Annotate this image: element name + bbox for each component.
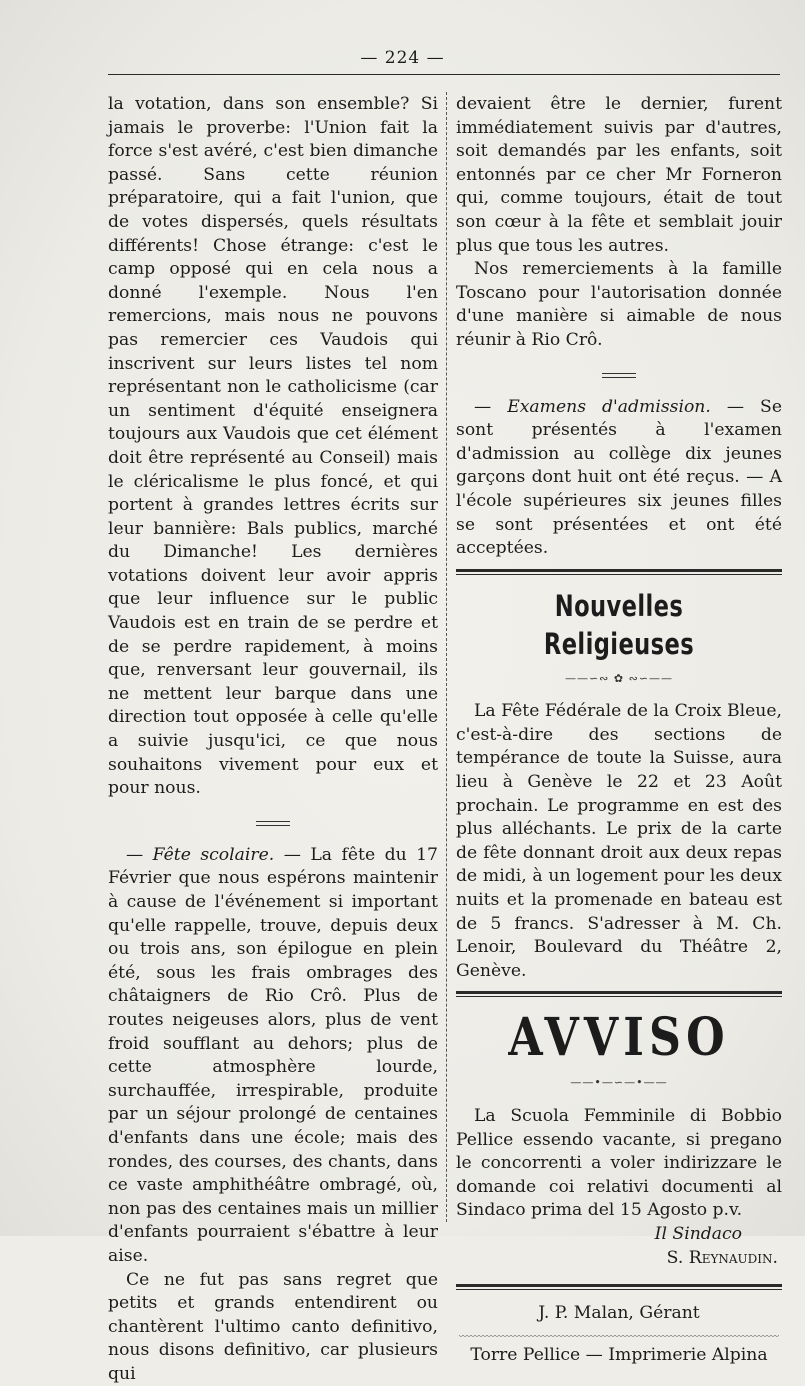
fete-scolaire-text: La fête du 17 Février que nous espérons maintenir à cause de l'événement si important qu'elle rappelle, trouve, depuis deux ou trois ans, son épilogue en plein été, sous les frais ombrages des châtaigners de Rio Crô. Plus de routes neigeuses alors, plus de vent froid soufflant au dehors; plus de cette atmosphère lourde, surchauffée, irrespirable, produite par un séjour prolongé de centaines d'enfants dans une école; mais des rondes, des courses, des chants, dans ce vaste amphithéâtre ombragé, où, non pas des centaines mais un millier d'enfants pourraient s'ébattre à leur aise. (108, 845, 438, 1266)
examens-text: Se sont présentés à l'examen d'admission au collège dix jeunes garçons dont huit ont été reçus. — A l'école supérieures six jeunes filles se sont présentées et ont été acceptées. (456, 397, 782, 559)
imprimerie-line: Torre Pellice — Imprimerie Alpina (456, 1344, 782, 1368)
heavy-rule (456, 569, 782, 575)
page-number: — 224 — (0, 48, 805, 68)
article-fete-scolaire (108, 844, 438, 1269)
heading-nouvelles-religieuses: Nouvelles Religieuses (492, 587, 746, 663)
article-examens (456, 396, 782, 561)
croix-bleue-paragraph: La Fête Fédérale de la Croix Bleue, c'est-à-dire des sections de tempérance de toute la Suisse, aura lieu à Genève le 22 et 23 Août prochain. Le programme en est des plus alléchants. Le prix de la carte de fête donnant droit aux deux repas de midi, à un logement pour les deux nuits et la promenade en bateau est de 5 francs. S'adresser à M. Ch. Lenoir, Boulevard du Théâtre 2, Genève. (456, 700, 782, 983)
votation-paragraph: la votation, dans son ensemble? Si jamais le proverbe: l'Union fait la force s'est avéré, c'est bien dimanche passé. Sans cette réunion préparatoire, qui a fait l'union, que de votes dispersés, quels résultats différents! Chose étrange: c'est le camp opposé qui en cela nous a donné l'exemple. Nous l'en remercions, mais nous ne pouvons pas remercier ces Vaudois qui inscrivent sur leurs listes tel nom représentant non le catholicisme (car un sentiment d'équité enseignera toujours aux Vaudois que cet élément doit être représenté au Conseil) mais le cléricalisme le plus foncé, et qui portent à grandes lettres écrits sur leur bannière: Bals publics, marché du Dimanche! Les dernières votations doivent leur avoir appris que leur influence sur le public Vaudois est en train de se perdre et de se perdre rapidement, à moins que, renversant leur gouvernail, ils ne mettent leur barque dans une direction tout opposée à celle qu'elle a suivie jusqu'ici, ce que nous souhaitons vivement pour eux et pour nous. (108, 94, 438, 798)
sindaco-label: Il Sindaco (655, 1224, 742, 1244)
fete-scolaire-title: — Fête scolaire. — (126, 845, 301, 865)
ornament-divider: ——∽∾ ✿ ∾∽—— (456, 667, 782, 691)
footer-rule (456, 1284, 782, 1290)
avviso-paragraph: La Scuola Femminile di Bobbio Pellice essendo vacante, si pregano le concorrenti a voler indirizzare le domande coi relativi documenti al Sindaco prima del 15 Agosto p.v. (456, 1105, 782, 1223)
sindaco-title (456, 1223, 782, 1247)
ornament-divider-2: ——•—∽—•—— (456, 1071, 782, 1095)
article-fete-scolaire-cont (108, 1269, 438, 1386)
heavy-rule-2 (456, 991, 782, 997)
fete-scolaire-text-2: Ce ne fut pas sans regret que petits et grands entendirent ou chantèrent l'ultimo canto definitivo, nous disons definitivo, car plusieurs qui (108, 1270, 438, 1384)
continuation-paragraph: devaient être le dernier, furent immédiatement suivis par d'autres, soit demandés par les enfants, soit entonnés par ce cher Mr Forneron qui, comme toujours, était de tout son cœur à la fête et semblait jouir plus que tous les autres. (456, 93, 782, 258)
remerciements-paragraph: Nos remerciements à la famille Toscano pour l'autorisation donnée d'une manière si aimable de nous réunir à Rio Crô. (456, 258, 782, 352)
column-divider (446, 92, 447, 1222)
right-column (456, 93, 782, 1367)
heading-avviso: AVVISO (480, 1009, 757, 1067)
article-votation-text (108, 93, 438, 801)
wavy-rule: 〰〰〰〰〰〰〰〰〰〰〰〰〰〰〰〰〰〰〰〰〰〰〰〰〰〰〰〰〰〰〰〰〰〰〰〰〰〰〰〰 (456, 1332, 782, 1342)
header-rule (108, 74, 780, 75)
section-separator-2 (602, 373, 636, 378)
gerant-line: J. P. Malan, Gérant (456, 1302, 782, 1326)
left-column (108, 93, 438, 1386)
examens-title: — Examens d'admission. — (474, 397, 744, 417)
section-separator (256, 821, 290, 826)
sindaco-name: S. Reynaudin. (456, 1247, 782, 1271)
